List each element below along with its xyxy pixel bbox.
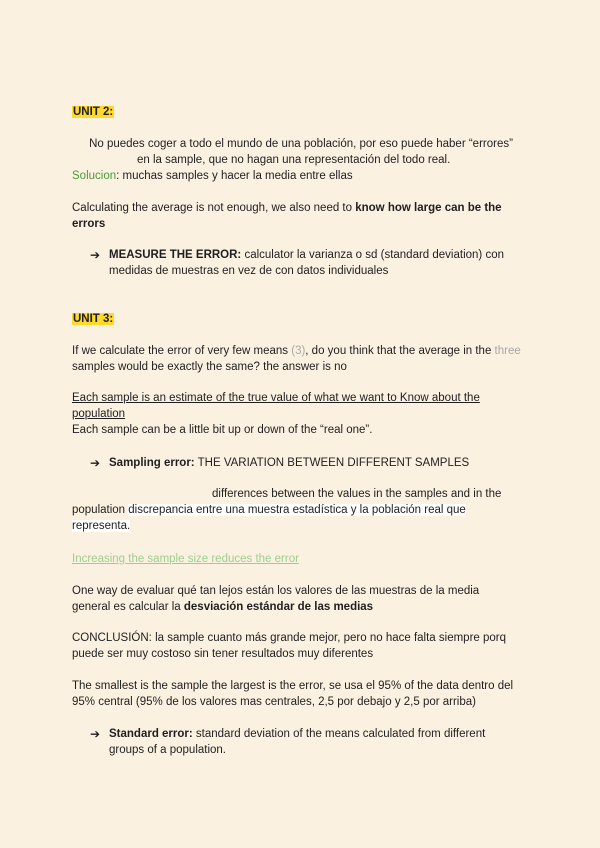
question-part1: If we calculate the error of very few means: [72, 345, 292, 357]
solution-text: : muchas samples y hacer la media entre ellas: [116, 170, 353, 182]
standard-error-bold: Standard error:: [109, 728, 193, 740]
unit2-bullet-measure: [90, 247, 526, 279]
question-grey-1: (3): [291, 345, 306, 357]
way-text: One way de evaluar qué tan lejos están los valores de las muestras de la media general es calcular la: [72, 585, 480, 613]
arrow-icon: ➔: [90, 456, 101, 470]
bullet-measure-text: calculator la varianza o sd (standard deviation) con medidas de muestras en vez de con datos individuales: [109, 249, 504, 277]
unit3-estimate: [72, 390, 517, 438]
unit2-calc-paragraph: [72, 200, 527, 232]
unit2-heading: UNIT 2:: [73, 106, 114, 118]
estimate-underlined: Each sample is an estimate of the true value of what we want to Know about the population: [72, 392, 480, 420]
solution-label: Solucion: [72, 170, 117, 182]
unit3-bullet-standard-error: [90, 726, 522, 758]
unit3-diff-paragraph: [72, 502, 502, 534]
diff-part3: discrepancia entre una muestra estadística y la población real que representa.: [72, 504, 466, 532]
unit3-bullet-sampling-error: [90, 455, 530, 471]
calc-bold: know how large can be the errors: [72, 202, 502, 230]
bullet-measure-bold: MEASURE THE ERROR:: [109, 249, 242, 261]
diff-part2: population: [72, 504, 129, 516]
unit2-intro-line2: en la sample, que no hagan una representación del todo real.: [137, 154, 451, 166]
sampling-error-bold: Sampling error:: [109, 457, 195, 469]
unit2-solution: [72, 168, 532, 184]
arrow-icon: ➔: [90, 248, 101, 262]
calc-text: Calculating the average is not enough, we also need to: [72, 202, 356, 214]
unit3-smallest: The smallest is the sample the largest is the error, se usa el 95% of the data dentro del 95% central (95% de los valores mas centrales, 2,5 por debajo y 2,5 por arriba): [72, 680, 514, 708]
unit2-intro-line1: No puedes coger a todo el mundo de una población, por eso puede haber “errores”: [89, 138, 513, 150]
unit3-heading: UNIT 3:: [73, 313, 114, 325]
way-bold: desviación estándar de las medias: [183, 601, 374, 613]
unit3-question: [72, 343, 528, 375]
unit3-conclusion: CONCLUSIÓN: la sample cuanto más grande mejor, pero no hace falta siempre porq puede ser muy costoso sin tener resultados muy diferentes: [72, 632, 507, 660]
sampling-error-text: THE VARIATION BETWEEN DIFFERENT SAMPLES: [194, 457, 470, 469]
question-part3: samples would be exactly the same? the answer is no: [72, 361, 347, 373]
unit3-way-paragraph: [72, 583, 512, 615]
unit3-diff-line1: differences between the values in the samples and in the: [212, 488, 502, 500]
unit3-faint-note: [72, 551, 532, 567]
standard-error-text: standard deviation of the means calculated from different groups of a population.: [109, 728, 486, 756]
arrow-icon: ➔: [90, 727, 101, 741]
question-part2: , do you think that the average in the: [305, 345, 495, 357]
unit3-heading-line: [72, 311, 532, 327]
estimate-text: Each sample can be a little bit up or down of the “real one”.: [72, 424, 373, 436]
faint-text: Increasing the sample size reduces the error: [72, 553, 299, 565]
question-grey-2: three: [494, 345, 521, 357]
unit2-heading-line: [72, 104, 532, 120]
